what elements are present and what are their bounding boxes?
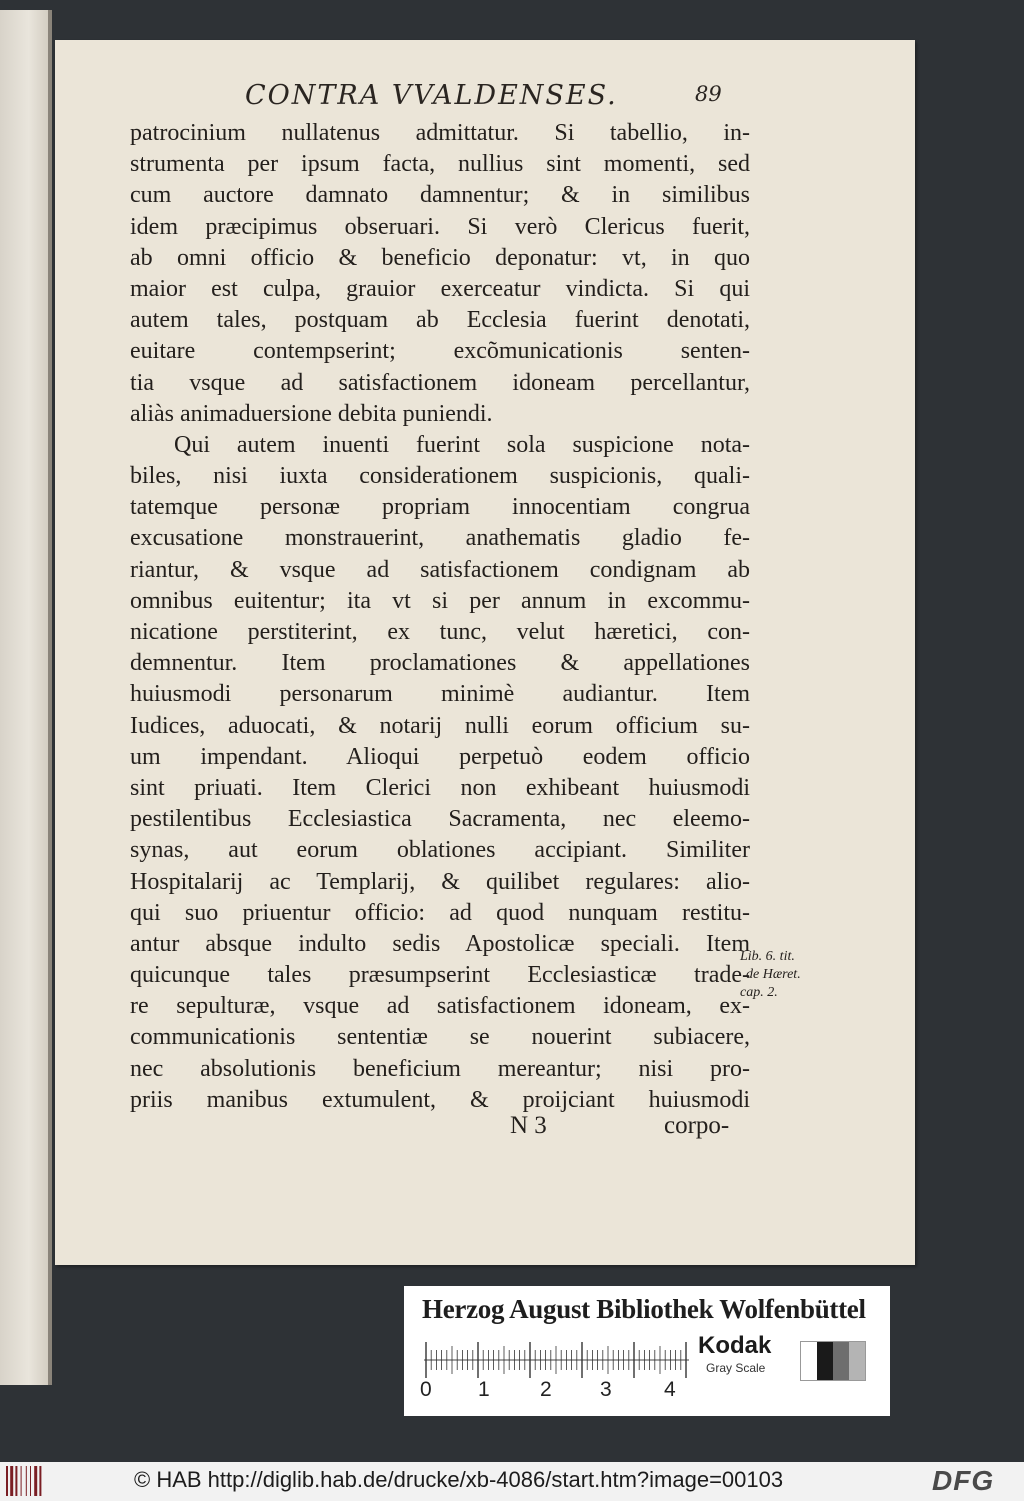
page-gutter-shadow	[48, 10, 52, 1385]
ruler-number: 1	[478, 1378, 490, 1401]
barcode-stripe	[6, 1466, 8, 1496]
text-line: re sepulturæ, vsque ad satisfactionem idoneam, ex-	[130, 993, 750, 1020]
text-line: biles, nisi iuxta considerationem suspicionis, quali-	[130, 463, 750, 490]
text-body	[130, 118, 750, 1116]
text-line: cum auctore damnato damnentur; & in similibus	[130, 182, 750, 209]
scale-ruler-icon	[424, 1341, 689, 1379]
barcode-stripe	[15, 1466, 17, 1496]
text-line: Qui autem inuenti fuerint sola suspicione nota-	[174, 431, 750, 458]
margin-note-line: Lib. 6. tit.	[740, 949, 795, 964]
text-line: nec absolutionis beneficium mereantur; nisi pro-	[130, 1055, 750, 1082]
text-line: ab omni officio & beneficio deponatur: vt, in quo	[130, 244, 750, 271]
gray-scale-steps	[800, 1341, 866, 1381]
text-line: synas, aut eorum oblationes accipiant. Similiter	[130, 837, 750, 864]
text-line: tia vsque ad satisfactionem idoneam percellantur,	[130, 369, 750, 396]
gray-step-black	[817, 1342, 833, 1380]
footer-bar	[0, 1462, 1024, 1501]
text-line: tatemque personæ propriam innocentiam congrua	[130, 494, 750, 521]
text-line: um impendant. Alioqui perpetuò eodem officio	[130, 743, 750, 770]
text-line: patrocinium nullatenus admittatur. Si tabellio, in-	[130, 120, 750, 146]
barcode-stripe	[34, 1466, 37, 1496]
dfg-logo: DFG	[932, 1465, 995, 1496]
text-line: Hospitalarij ac Templarij, & quilibet regulares: alio-	[130, 868, 750, 895]
text-line: aliàs animaduersione debita puniendi.	[130, 400, 493, 427]
text-line: pestilentibus Ecclesiastica Sacramenta, nec eleemo-	[130, 806, 750, 833]
barcode-icon	[6, 1466, 48, 1496]
text-line: antur absque indulto sedis Apostolicæ speciali. Item	[130, 930, 750, 957]
kodak-brand: Kodak	[698, 1332, 772, 1359]
text-line: autem tales, postquam ab Ecclesia fuerint denotati,	[130, 307, 750, 334]
gray-scale-label: Gray Scale	[706, 1361, 766, 1375]
folio-number: 89	[695, 82, 722, 106]
catchword: corpo-	[664, 1112, 730, 1139]
barcode-stripe	[10, 1466, 13, 1496]
text-line: demnentur. Item proclamationes & appellationes	[130, 650, 750, 677]
text-line: nicatione perstiterint, ex tunc, velut hæretici, con-	[130, 619, 750, 645]
library-name: Herzog August Bibliothek Wolfenbüttel	[422, 1294, 866, 1324]
margin-note-line: cap. 2.	[740, 985, 778, 1000]
gray-step-white	[801, 1342, 817, 1380]
text-line: riantur, & vsque ad satisfactionem condignam ab	[130, 556, 750, 583]
text-line: maior est culpa, grauior exerceatur vindicta. Si qui	[130, 275, 750, 302]
text-line: communicationis sententiæ se nouerint subiacere,	[130, 1024, 750, 1051]
text-line: quicunque tales præsumpserint Ecclesiasticæ trade-	[130, 962, 750, 989]
previous-page-edge	[0, 10, 52, 1385]
running-head: CONTRA VVALDENSES.	[245, 80, 618, 111]
text-line: omnibus euitentur; ita vt si per annum in excommu-	[130, 587, 750, 614]
library-color-card	[404, 1286, 890, 1416]
text-line: priis manibus extumulent, & proijciant huiusmodi	[130, 1086, 750, 1113]
text-line: excusatione monstrauerint, anathematis gladio fe-	[130, 525, 750, 552]
barcode-stripe	[21, 1466, 22, 1496]
barcode-stripe	[39, 1466, 41, 1496]
text-line: strumenta per ipsum facta, nullius sint momenti, sed	[130, 151, 750, 178]
text-line: idem præcipimus obseruari. Si verò Clericus fuerit,	[130, 213, 750, 240]
gray-step-light	[849, 1342, 865, 1380]
barcode-stripe	[26, 1466, 27, 1496]
ruler-number: 3	[600, 1378, 612, 1401]
ruler-number: 2	[540, 1378, 552, 1401]
text-line: Iudices, aduocati, & notarij nulli eorum officium su-	[130, 712, 750, 739]
margin-note	[740, 948, 830, 1002]
barcode-stripe	[30, 1466, 31, 1496]
gray-step-dark	[833, 1342, 849, 1380]
copyright-url[interactable]: © HAB http://diglib.hab.de/drucke/xb-4086/start.htm?image=00103	[134, 1467, 784, 1492]
text-line: qui suo priuentur officio: ad quod nunquam restitu-	[130, 899, 750, 926]
text-line: huiusmodi personarum minimè audiantur. Item	[130, 681, 750, 708]
text-line: sint priuati. Item Clerici non exhibeant huiusmodi	[130, 774, 750, 801]
signature-mark: N 3	[510, 1112, 547, 1139]
margin-note-line: de Hæret.	[746, 967, 801, 982]
ruler-number: 4	[664, 1378, 676, 1401]
ruler-number: 0	[420, 1378, 432, 1401]
text-line: euitare contempserint; excõmunicationis senten-	[130, 338, 750, 365]
